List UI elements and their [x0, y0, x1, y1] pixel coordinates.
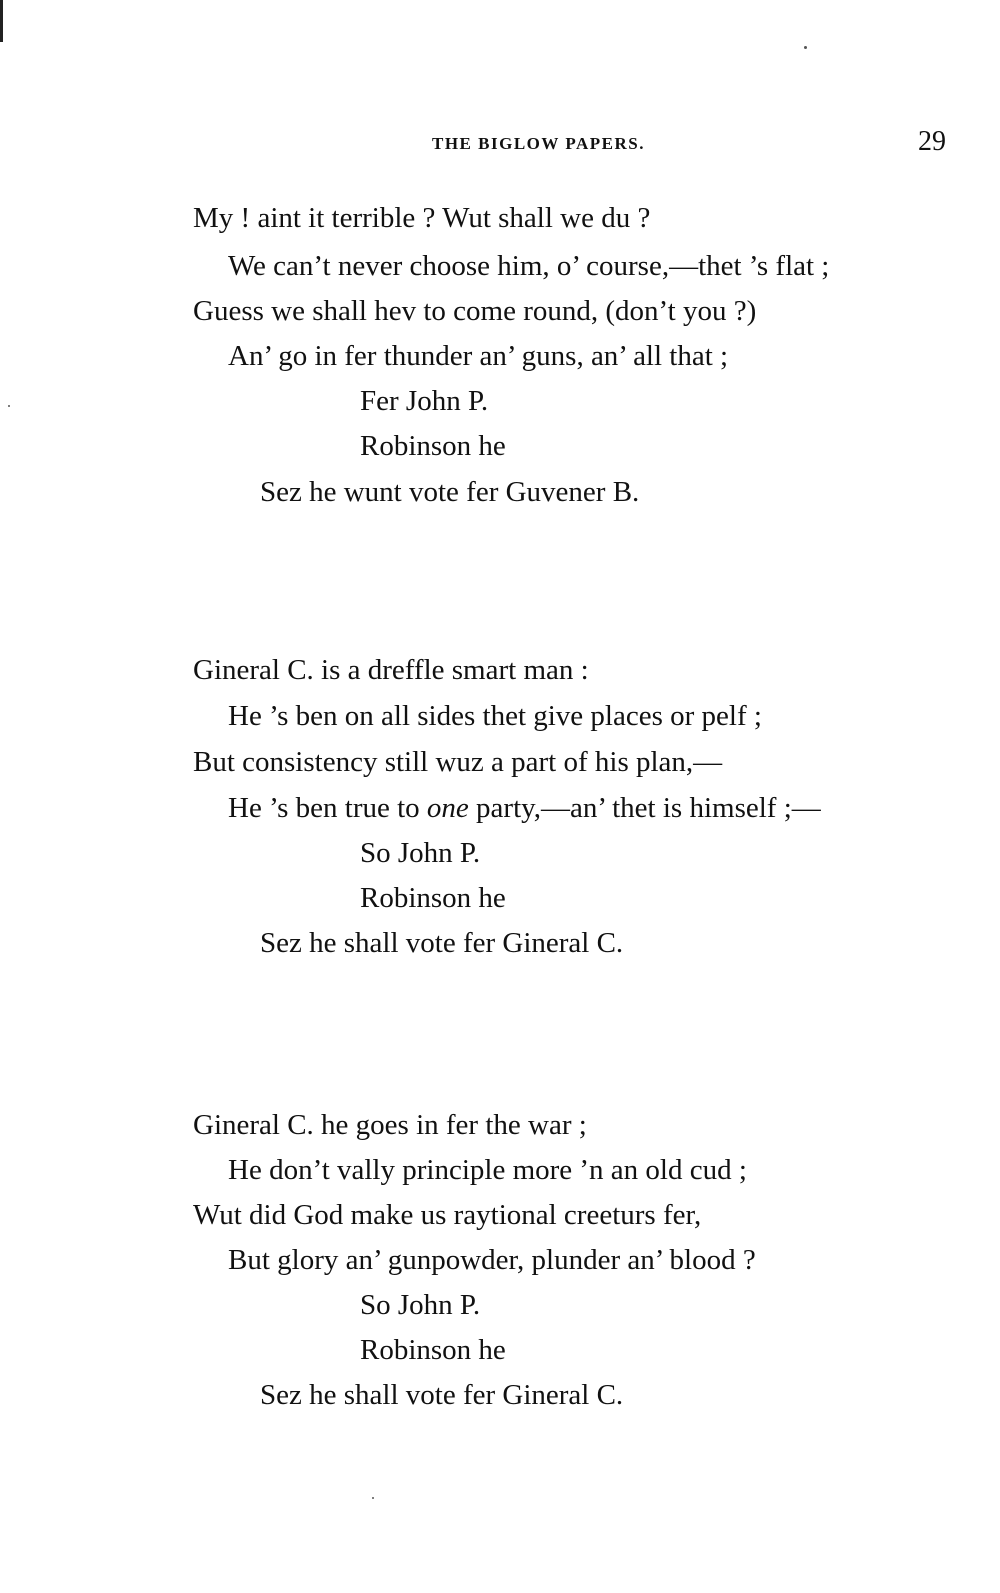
verse-text: He ’s ben true to [228, 792, 420, 824]
running-title: THE BIGLOW PAPERS. [432, 134, 645, 153]
refrain-line: Sez he shall vote fer Gineral C. [260, 1379, 624, 1411]
verse-line: We can’t never choose him, o’ course,—thet ’s flat ; [228, 250, 830, 282]
verse-line: Gineral C. he goes in fer the war ; [193, 1109, 587, 1141]
refrain-line: Fer John P. [360, 385, 489, 417]
verse-text: party,—an’ thet is himself ;— [476, 792, 821, 824]
page-number: 29 [918, 126, 946, 157]
ink-speck [8, 405, 10, 407]
emphasis-text: one [426, 792, 469, 824]
refrain-line: Sez he wunt vote fer Guvener B. [260, 476, 640, 508]
verse-line [228, 790, 821, 826]
refrain-line: Robinson he [360, 430, 506, 462]
verse-line: Guess we shall hev to come round, (don’t you ?) [193, 295, 757, 327]
ink-speck [372, 1497, 374, 1499]
verse-line: Gineral C. is a dreffle smart man : [193, 654, 589, 686]
refrain-line: So John P. [360, 1289, 481, 1321]
refrain-line: So John P. [360, 837, 481, 869]
verse-line: My ! aint it terrible ? Wut shall we du ? [193, 202, 651, 234]
running-head [0, 126, 1000, 162]
ink-speck [804, 46, 807, 49]
verse-line: He don’t vally principle more ’n an old cud ; [228, 1154, 747, 1186]
verse-line: But glory an’ gunpowder, plunder an’ blood ? [228, 1244, 756, 1276]
verse-line: Wut did God make us raytional creeturs fer, [193, 1199, 702, 1231]
refrain-line: Robinson he [360, 1334, 506, 1366]
verse-line: But consistency still wuz a part of his plan,— [193, 746, 723, 778]
verse-line: He ’s ben on all sides thet give places or pelf ; [228, 700, 762, 732]
refrain-line: Robinson he [360, 882, 506, 914]
refrain-line: Sez he shall vote fer Gineral C. [260, 927, 624, 959]
page-edge-mark [0, 0, 3, 42]
verse-line: An’ go in fer thunder an’ guns, an’ all that ; [228, 340, 729, 372]
